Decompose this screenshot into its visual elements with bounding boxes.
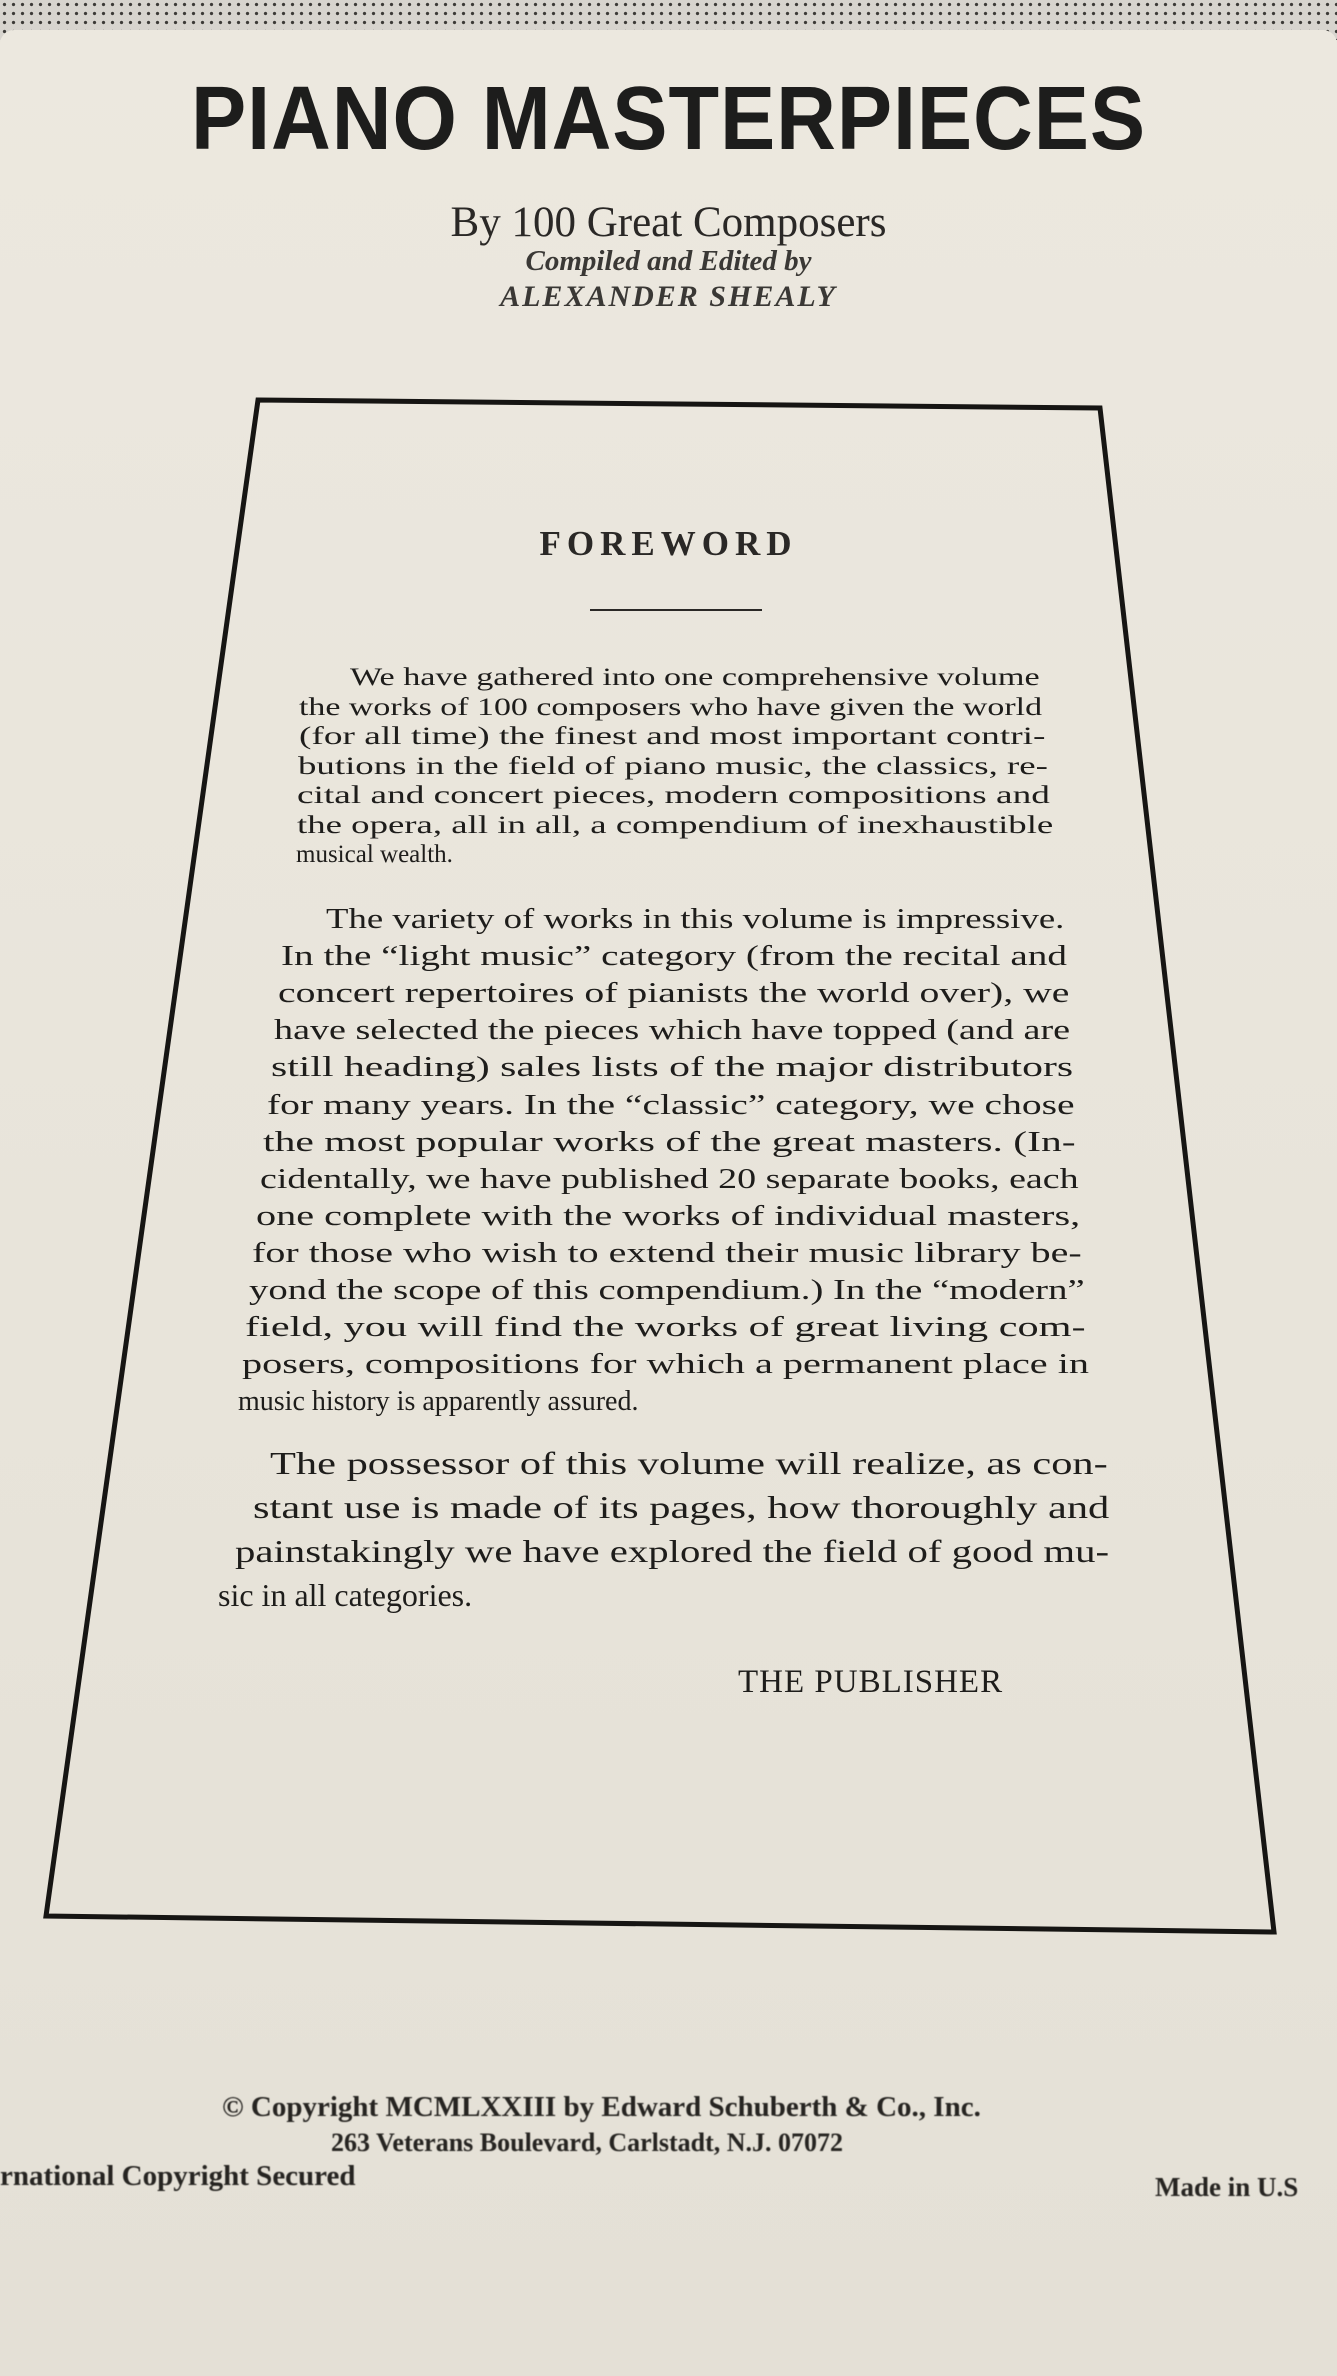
foreword-line: for those who wish to extend their music library be- — [252, 1237, 1083, 1269]
foreword-line: the works of 100 composers who have given the world — [299, 693, 1043, 721]
foreword-line: one complete with the works of individual masters, — [256, 1200, 1081, 1232]
foreword-line: the opera, all in all, a compendium of inexhaustible — [296, 811, 1053, 839]
foreword-line: painstakingly we have explored the field of good mu- — [235, 1533, 1110, 1569]
international-copyright: rnational Copyright Secured — [0, 2160, 356, 2192]
foreword-line: the most popular works of the great masters. (In- — [263, 1126, 1076, 1158]
foreword-line: field, you will find the works of great living com- — [245, 1312, 1086, 1344]
publisher-address: 263 Veterans Boulevard, Carlstadt, N.J. 07072 — [331, 2128, 844, 2157]
foreword-line: yond the scope of this compendium.) In the “modern” — [248, 1275, 1085, 1306]
editor-name: ALEXANDER SHEALY — [500, 280, 837, 313]
foreword-line: have selected the pieces which have topped (and are — [274, 1015, 1071, 1047]
book-subtitle: By 100 Great Composers — [450, 199, 887, 246]
foreword-line: posers, compositions for which a permanent place in — [241, 1349, 1089, 1381]
publisher-signature: THE PUBLISHER — [738, 1664, 1004, 1700]
foreword-line: still heading) sales lists of the major distributors — [270, 1052, 1073, 1084]
foreword-line: In the “light music” category (from the recital and — [281, 941, 1068, 973]
made-in-line: Made in U.S — [1155, 2172, 1299, 2202]
book-title: PIANO MASTERPIECES — [190, 69, 1147, 169]
foreword-line: cidentally, we have published 20 separate books, each — [259, 1163, 1079, 1195]
foreword-line: for many years. In the “classic” category, we chose — [266, 1089, 1075, 1121]
foreword-line: The possessor of this volume will realize, as con- — [270, 1445, 1108, 1481]
heading-divider — [590, 609, 762, 611]
foreword-line: The variety of works in this volume is impressive. — [326, 904, 1065, 935]
foreword-line: sic in all categories. — [218, 1577, 473, 1613]
foreword-line: (for all time) the finest and most important contri- — [298, 723, 1046, 750]
foreword-line: cital and concert pieces, modern compositions and — [297, 782, 1051, 809]
foreword-line: music history is apparently assured. — [238, 1386, 639, 1418]
compiled-by-line: Compiled and Edited by — [525, 245, 812, 277]
foreword-line: We have gathered into one comprehensive volume — [350, 664, 1040, 691]
foreword-line: butions in the field of piano music, the classics, re- — [298, 752, 1048, 780]
foreword-line: concert repertoires of pianists the world over), we — [277, 978, 1070, 1010]
foreword-heading: FOREWORD — [539, 524, 798, 563]
copyright-line: © Copyright MCMLXXIII by Edward Schuberth & Co., Inc. — [222, 2091, 981, 2123]
foreword-line: stant use is made of its pages, how thoroughly and — [252, 1489, 1109, 1525]
foreword-line: musical wealth. — [296, 841, 453, 868]
